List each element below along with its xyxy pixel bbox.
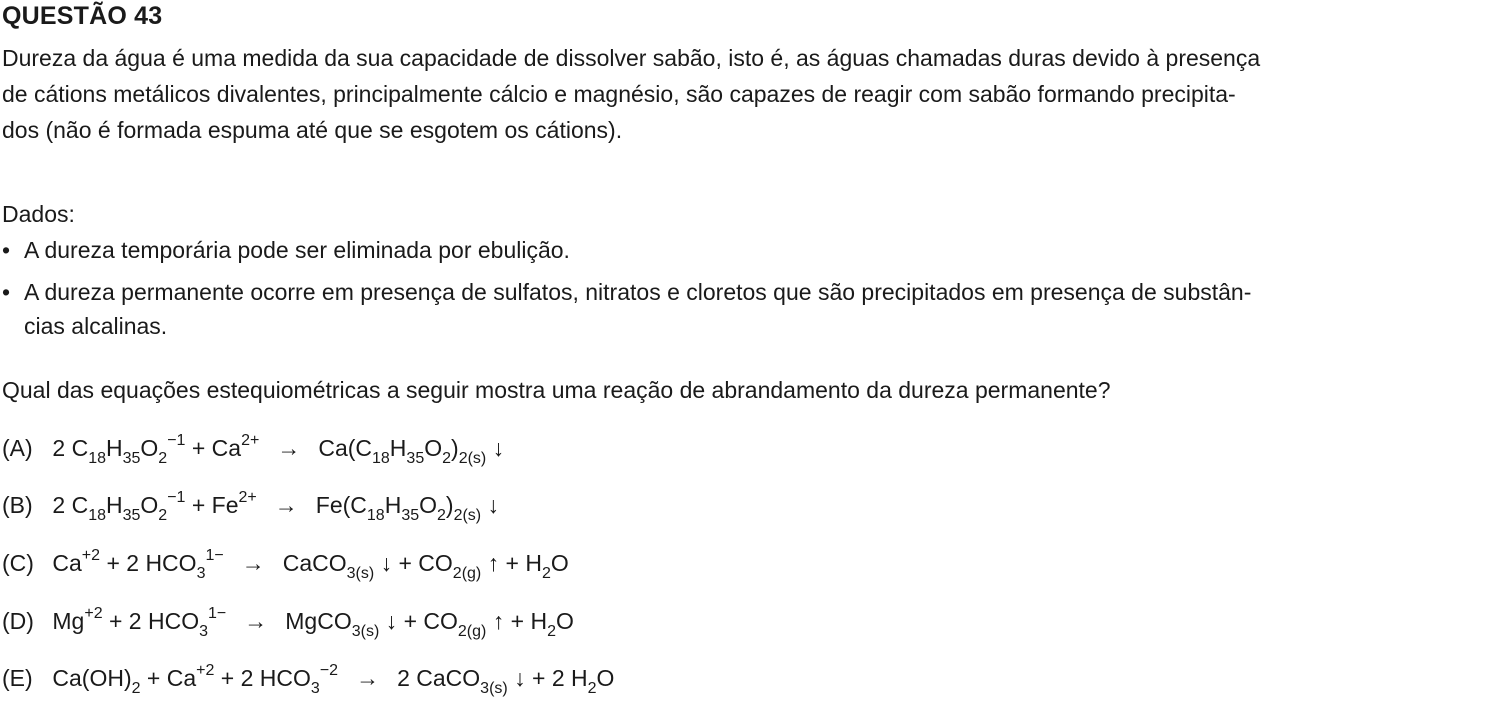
bullet-text-continuation: cias alcalinas.	[24, 313, 168, 339]
paragraph-line: dos (não é formada espuma até que se esgotem os cátions).	[2, 117, 623, 143]
arrow-up-icon: ↑	[487, 550, 500, 576]
bullet-text: A dureza temporária pode ser eliminada por ebulição.	[24, 237, 570, 263]
arrow-right-icon: →	[244, 608, 268, 634]
bullet-text: A dureza permanente ocorre em presença de sulfatos, nitratos e cloretos que são precipitados em presença de substân-	[24, 279, 1252, 305]
arrow-right-icon: →	[241, 550, 265, 576]
paragraph-line: de cátions metálicos divalentes, principalmente cálcio e magnésio, são capazes de reagir com sabão formando precipita-	[2, 81, 1236, 107]
arrow-right-icon: →	[277, 435, 301, 461]
question-prompt: Qual das equações estequiométricas a seguir mostra uma reação de abrandamento da dureza permanente?	[2, 377, 1111, 403]
equation: 2 $C_{18}H_{35}O_2^{-1} + Fe^{2+} \to Fe(C_{18}H_{35}O_2)_{2(s)}$ ↓	[52, 489, 500, 524]
option-a[interactable]	[2, 430, 504, 466]
arrow-down-icon: ↓	[385, 608, 398, 634]
arrow-down-icon: ↓	[380, 550, 393, 576]
option-label: (A)	[2, 435, 33, 461]
question-paragraph	[2, 40, 1492, 148]
option-label: (C)	[2, 550, 34, 576]
option-d[interactable]	[2, 603, 574, 639]
paragraph-line: Dureza da água é uma medida da sua capacidade de dissolver sabão, isto é, as águas chamadas duras devido à presença	[2, 45, 1261, 71]
equation: $Ca(OH)_2 + Ca^{+2} + 2$ $HCO_3^{-2} \to 2$ CaCO$_{3(s)}$ ↓ + 2 $H_2O$	[52, 662, 615, 697]
arrow-down-icon: ↓	[514, 665, 526, 691]
option-label: (E)	[2, 665, 33, 691]
equation: 2 $C_{18}H_{35}O_2^{-1} + Ca^{2+} \to Ca(C_{18}H_{35}O_2)_{2(s)}$ ↓	[52, 432, 505, 467]
arrow-right-icon: →	[356, 665, 380, 691]
equation: $Ca^{+2} + 2$ $HCO_3^{1-}$ → CaCO$_{3(s)}$ ↓ + $CO_{2(g)}$ ↑ + $H_2O$	[52, 547, 569, 582]
dados-label: Dados:	[2, 201, 75, 227]
arrow-down-icon: ↓	[492, 435, 505, 461]
question-title: QUESTÃO 43	[2, 2, 163, 30]
option-label: (D)	[2, 608, 34, 634]
option-label: (B)	[2, 492, 33, 518]
bullet-dot-icon: •	[2, 237, 11, 263]
bullet-dot-icon: •	[2, 279, 11, 305]
arrow-right-icon: →	[274, 492, 298, 518]
option-b[interactable]	[2, 487, 499, 523]
option-e[interactable]	[2, 660, 614, 696]
equation: $Mg^{+2} + 2$ $HCO_3^{1-}$ → MgCO$_{3(s)}$ ↓ + $CO_{2(g)}$ ↑ + $H_2O$	[52, 605, 574, 640]
arrow-down-icon: ↓	[487, 492, 500, 518]
option-c[interactable]	[2, 545, 569, 581]
arrow-up-icon: ↑	[492, 608, 505, 634]
